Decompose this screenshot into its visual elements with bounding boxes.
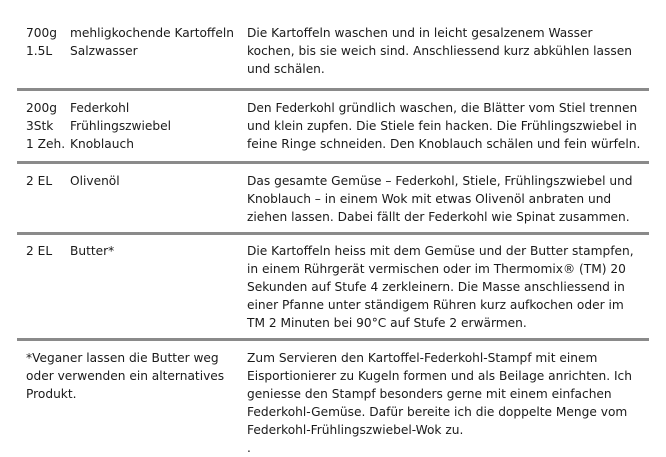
ingredient-name: Frühlingszwiebel [70,119,172,133]
ingredient-quantity: 1 Zeh. [26,137,66,151]
instruction-text [247,99,647,153]
ingredient-name: mehligkochende Kartoffeln [70,26,234,40]
instruction-line: Eisportionierer zu Kugeln formen und als Beilage anrichten. Ich [247,369,632,383]
row-divider [17,161,649,164]
instruction-line: . [247,441,251,455]
row-divider [17,88,649,91]
instruction-text [247,349,647,457]
row-divider [17,338,649,341]
instruction-line: ziehen lassen. Dabei fällt der Federkohl wie Spinat zusammen. [247,210,630,224]
ingredient-item [26,117,244,135]
ingredient-quantity: 3Stk [26,119,54,133]
ingredient-item [26,24,244,42]
footnote-line: Produkt. [26,387,77,401]
ingredient-item [26,99,244,117]
instruction-line: Federkohl-Frühlingszwiebel-Wok zu. [247,423,464,437]
row-divider [17,232,649,235]
instruction-line: geniesse den Stampf besonders gerne mit einem einfachen [247,387,612,401]
instruction-line: kochen, bis sie weich sind. Anschliessend kurz abkühlen lassen [247,44,632,58]
instruction-line: und schälen. [247,62,325,76]
ingredient-item [26,172,244,190]
footnote-line: oder verwenden ein alternatives [26,369,225,383]
instruction-line: feine Ringe schneiden. Den Knoblauch schälen und fein würfeln. [247,137,641,151]
instruction-line: TM 2 Minuten bei 90°C auf Stufe 2 erwärmen. [247,316,527,330]
instruction-text [247,172,647,226]
instruction-line: einer Pfanne unter ständigem Rühren kurz aufkochen oder im [247,298,624,312]
instruction-line: in einem Rührgerät vermischen oder im Thermomix® (TM) 20 [247,262,626,276]
ingredient-list [26,99,244,153]
ingredient-name: Butter* [70,244,115,258]
instruction-line: Zum Servieren den Kartoffel-Federkohl-Stampf mit einem [247,351,598,365]
instruction-line: Das gesamte Gemüse – Federkohl, Stiele, Frühlingszwiebel und [247,174,633,188]
ingredient-quantity: 700g [26,26,57,40]
ingredient-quantity: 200g [26,101,57,115]
instruction-line: Die Kartoffeln waschen und in leicht gesalzenem Wasser [247,26,593,40]
instruction-line: und klein zupfen. Die Stiele fein hacken. Die Frühlingszwiebel in [247,119,637,133]
ingredient-quantity: 2 EL [26,244,53,258]
ingredient-name: Olivenöl [70,174,120,188]
instruction-text [247,242,647,332]
ingredient-item [26,42,244,60]
ingredient-list [26,172,244,190]
ingredient-name: Salzwasser [70,44,138,58]
ingredient-quantity: 2 EL [26,174,53,188]
instruction-line: Knoblauch – in einem Wok mit etwas Olivenöl anbraten und [247,192,612,206]
instruction-line: Die Kartoffeln heiss mit dem Gemüse und der Butter stampfen, [247,244,634,258]
ingredient-item [26,242,244,260]
footnote-line: *Veganer lassen die Butter weg [26,351,219,365]
ingredient-list [26,24,244,60]
ingredient-item [26,135,244,153]
ingredient-name: Federkohl [70,101,130,115]
instruction-line: Sekunden auf Stufe 4 zerkleinern. Die Masse anschliessend in [247,280,625,294]
ingredient-name: Knoblauch [70,137,134,151]
ingredient-quantity: 1.5L [26,44,53,58]
instruction-text [247,24,647,78]
instruction-line: Federkohl-Gemüse. Dafür bereite ich die doppelte Menge vom [247,405,628,419]
instruction-line: Den Federkohl gründlich waschen, die Blätter vom Stiel trennen [247,101,638,115]
footnote [26,349,244,403]
ingredient-list [26,242,244,260]
